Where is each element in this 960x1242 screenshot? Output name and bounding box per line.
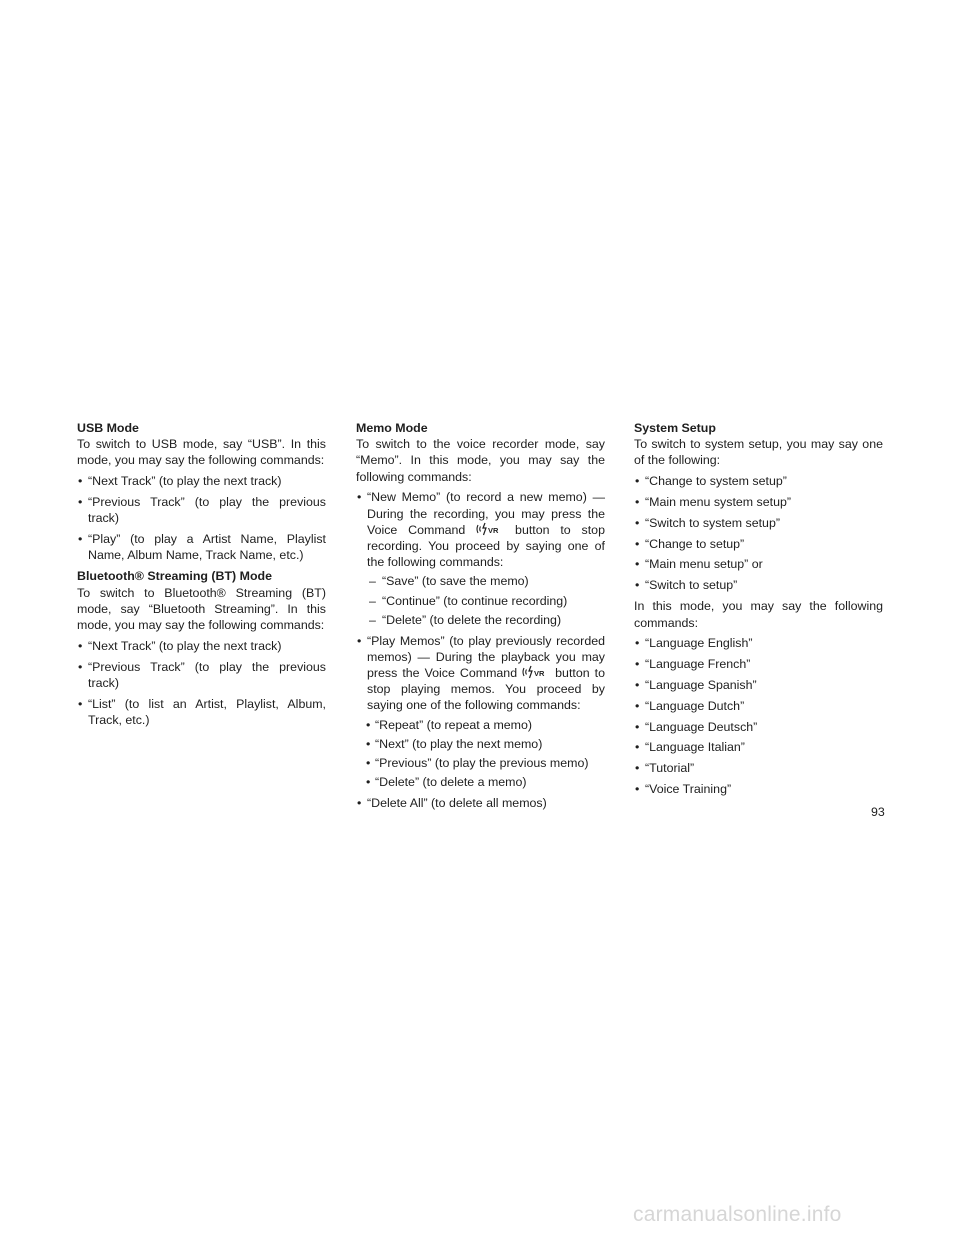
- bullet: •: [366, 736, 371, 751]
- list-item: • “Language French”: [635, 657, 751, 672]
- list-item: • “Language English”: [635, 636, 753, 651]
- list-item: • “Main menu system setup”: [635, 495, 791, 509]
- list-item: • “Next Track” (to play the next track): [78, 474, 282, 489]
- commands-intro: In this mode, you may say the following commands:: [634, 599, 883, 630]
- bullet: •: [357, 490, 362, 505]
- memo-mode-intro: To switch to the voice recorder mode, say “Memo”. In this mode, you may say the following commands:: [356, 437, 605, 484]
- bullet: •: [78, 696, 83, 711]
- sub-item: – “Continue” (to continue recording): [369, 593, 568, 608]
- list-item: • “List” (to list an Artist, Playlist, Album, Track, etc.): [78, 696, 326, 727]
- list-item: • “Previous Track” (to play the previous track): [78, 495, 326, 526]
- list-item: • “Voice Training”: [635, 781, 732, 796]
- usb-mode-intro: To switch to USB mode, say “USB”. In this mode, you may say the following commands:: [77, 437, 326, 468]
- list-item: • “Switch to setup”: [635, 578, 738, 593]
- bullet: •: [78, 495, 83, 509]
- list-item: • “Change to setup”: [635, 536, 745, 551]
- bullet: •: [78, 659, 83, 674]
- watermark: carmanualsonline.info: [633, 1203, 842, 1226]
- bullet: •: [635, 636, 640, 651]
- bullet: •: [635, 495, 640, 509]
- list-item: • “Language Spanish”: [635, 677, 757, 692]
- voice-command-icon: [476, 522, 504, 536]
- dash: –: [369, 574, 376, 589]
- bt-mode-heading: Bluetooth® Streaming (BT) Mode: [77, 569, 272, 584]
- memo-mode-heading: Memo Mode: [356, 421, 428, 435]
- list-item: • “Language Italian”: [635, 740, 745, 755]
- list-item: • “Change to system setup”: [635, 474, 787, 489]
- usb-mode-heading: USB Mode: [77, 421, 139, 435]
- sub-item: • “Previous” (to play the previous memo): [366, 756, 589, 771]
- bullet: •: [635, 677, 640, 692]
- bullet: •: [366, 775, 371, 790]
- bullet: •: [635, 578, 640, 593]
- sub-item: – “Delete” (to delete the recording): [369, 612, 562, 627]
- list-item-new-memo: • “New Memo” (to record a new memo) — During the recording, you may press the Voice Command VR button to stop recording. You proceed by saying one of the following commands:: [357, 490, 605, 570]
- bullet: •: [635, 698, 640, 713]
- bullet: •: [635, 657, 640, 672]
- bullet: •: [78, 638, 83, 653]
- bullet: •: [78, 532, 83, 546]
- bullet: •: [635, 719, 640, 734]
- sub-item: • “Delete” (to delete a memo): [366, 775, 527, 790]
- svg-text:VR: VR: [488, 525, 499, 535]
- list-item: • “Previous Track” (to play the previous track): [78, 659, 326, 690]
- list-item: • “Next Track” (to play the next track): [78, 638, 282, 653]
- list-item: • “Language Dutch”: [635, 698, 745, 713]
- right-column: [634, 420, 883, 797]
- list-item: • “Tutorial”: [635, 761, 695, 776]
- middle-column: [356, 420, 605, 811]
- bullet: •: [635, 474, 640, 489]
- svg-text:VR: VR: [534, 669, 545, 679]
- bullet: •: [366, 756, 371, 771]
- sub-item: – “Save” (to save the memo): [369, 574, 529, 589]
- list-item: • “Main menu setup” or: [635, 557, 763, 572]
- system-setup-intro: To switch to system setup, you may say one of the following:: [634, 437, 883, 468]
- bullet: •: [635, 761, 640, 776]
- sub-item: • “Next” (to play the next memo): [366, 736, 543, 751]
- dash: –: [369, 612, 376, 627]
- system-setup-heading: System Setup: [634, 421, 716, 435]
- bullet: •: [357, 796, 362, 811]
- bullet: •: [78, 474, 83, 489]
- list-item: • “Switch to system setup”: [635, 515, 780, 530]
- bullet: •: [635, 536, 640, 551]
- voice-command-icon: [522, 665, 550, 679]
- bullet: •: [635, 557, 640, 572]
- bullet: •: [366, 717, 371, 732]
- list-item-delete-all: • “Delete All” (to delete all memos): [357, 796, 547, 811]
- page-number: 93: [871, 805, 885, 819]
- list-item: • “Language Deutsch”: [635, 719, 758, 734]
- bullet: •: [635, 740, 640, 755]
- list-item-play-memos: • “Play Memos” (to play previously recorded memos) — During the playback you may press the Voice Command VR button to stop playing memos. You proceed by saying one of the following commands:: [357, 633, 605, 713]
- dash: –: [369, 593, 376, 608]
- bullet: •: [635, 515, 640, 530]
- bullet: •: [635, 781, 640, 796]
- list-item: • “Play” (to play a Artist Name, Playlist Name, Album Name, Track Name, etc.): [78, 532, 326, 563]
- left-column: [77, 420, 326, 728]
- bt-mode-intro: To switch to Bluetooth® Streaming (BT) mode, say “Bluetooth Streaming”. In this mode, you may say the following commands:: [77, 585, 326, 633]
- bullet: •: [357, 633, 362, 648]
- sub-item: • “Repeat” (to repeat a memo): [366, 717, 533, 732]
